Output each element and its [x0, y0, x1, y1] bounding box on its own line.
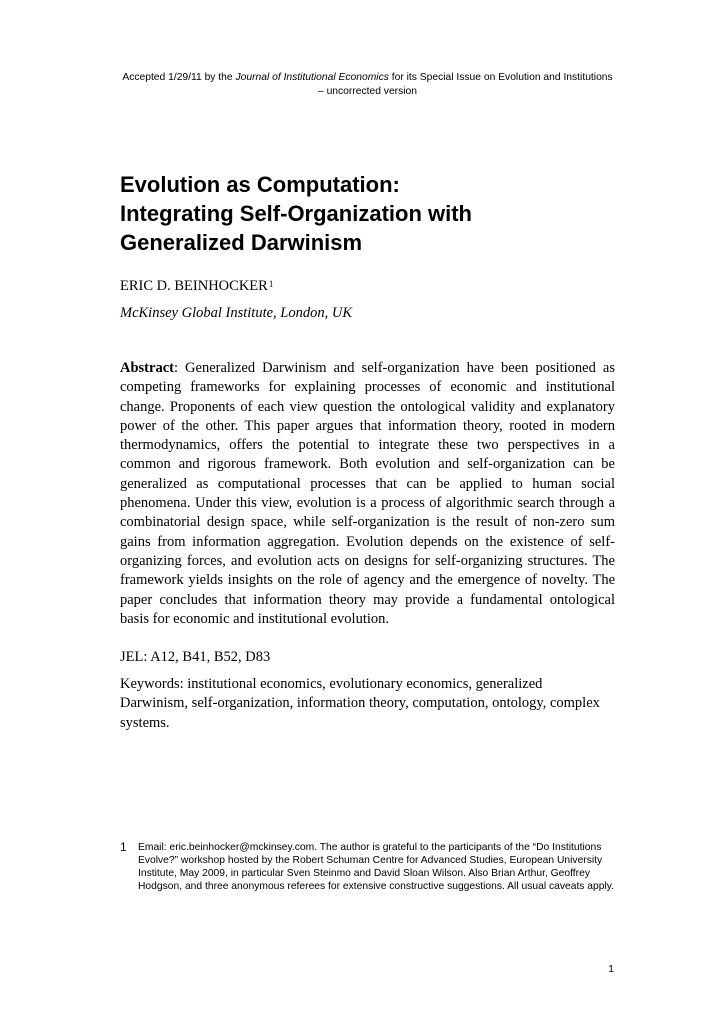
title-line-1: Evolution as Computation:: [120, 172, 400, 197]
title-line-2: Integrating Self-Organization with: [120, 201, 472, 226]
author: [120, 277, 273, 295]
page-number: 1: [608, 964, 614, 975]
journal-name: Journal of Institutional Economics: [235, 72, 389, 83]
header-note: [120, 71, 615, 99]
paper-title: [120, 170, 620, 257]
author-footnote-mark: 1: [268, 279, 274, 289]
jel-codes: JEL: A12, B41, B52, D83: [120, 649, 271, 665]
abstract-label: Abstract: [120, 360, 174, 376]
keywords: Keywords: institutional economics, evolutionary economics, generalized Darwinism, self-organization, information theory, computation, ontology, complex systems.: [120, 676, 600, 731]
header-note-suffix: for its Special Issue on Evolution and Institutions – uncorrected version: [317, 72, 613, 97]
footnote-text: Email: eric.beinhocker@mckinsey.com. The author is grateful to the participants of the “Do Institutions Evolve?” workshop hosted by the Robert Schuman Centre for Advanced Studies, European University Institute, May 2009, in particular Sven Steinmo and David Sloan Wilson. Also Brian Arthur, Geoffrey Hodgson, and three anonymous referees for extensive constructive suggestions. All usual caveats apply.: [138, 842, 615, 892]
title-line-3: Generalized Darwinism: [120, 230, 363, 255]
header-note-prefix: Accepted 1/29/11 by the: [122, 72, 236, 83]
affiliation: McKinsey Global Institute, London, UK: [120, 305, 352, 321]
footnote: [120, 841, 615, 893]
author-name: ERIC D. BEINHOCKER: [120, 278, 268, 294]
abstract: [120, 359, 615, 629]
abstract-text: : Generalized Darwinism and self-organization have been positioned as competing frameworks for explaining processes of economic and institutional change. Proponents of each view question the ontological validity and explanatory power of the other. This paper argues that information theory, rooted in modern thermodynamics, offers the potential to integrate these two perspectives in a common and rigorous framework. Both evolution and self-organization can be generalized as computational processes that can be applied to human social phenomena. Under this view, evolution is a process of algorithmic search through a combinatorial design space, while self-organization is the result of non-zero sum gains from information aggregation. Evolution depends on the existence of self-organizing forces, and evolution acts on designs for self-organizing structures. The framework yields insights on the role of agency and the emergence of novelty. The paper concludes that information theory may provide a fundamental ontological basis for economic and institutional evolution.: [120, 360, 615, 627]
footnote-number: 1: [120, 840, 127, 854]
